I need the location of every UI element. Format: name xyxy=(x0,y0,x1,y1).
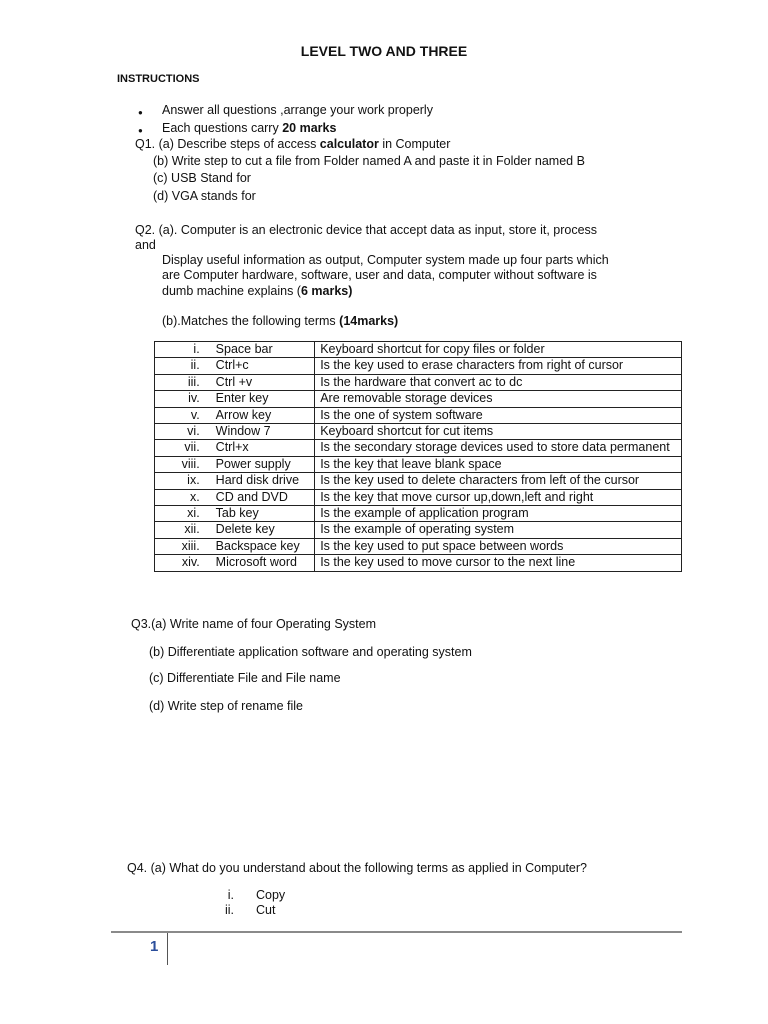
row-description: Keyboard shortcut for copy files or folder xyxy=(315,342,682,358)
row-number: viii. xyxy=(155,456,212,472)
q1-a-suffix: in Computer xyxy=(378,137,451,151)
row-term: Window 7 xyxy=(212,424,315,440)
q4-item-term: Cut xyxy=(256,903,276,917)
row-term: Backspace key xyxy=(212,538,315,554)
row-term: Tab key xyxy=(212,506,315,522)
instruction-bullet-2 xyxy=(162,121,336,136)
footer-page-separator xyxy=(167,933,168,965)
row-number: vii. xyxy=(155,440,212,456)
instruction-bullet-1 xyxy=(162,103,433,118)
table-row xyxy=(155,522,682,538)
q4-item-num: ii. xyxy=(224,903,234,917)
table-row xyxy=(155,424,682,440)
q2-b-marks: (14marks) xyxy=(339,314,399,328)
row-number: iii. xyxy=(155,374,212,390)
row-term: Microsoft word xyxy=(212,555,315,571)
row-description: Is the key used to delete characters from left of the cursor xyxy=(315,473,682,489)
q2-a-line5 xyxy=(162,284,352,299)
row-number: i. xyxy=(155,342,212,358)
row-term: Ctrl+c xyxy=(212,358,315,374)
instruction-text: Each questions carry xyxy=(162,121,283,135)
row-description: Is the key that move cursor up,down,left and right xyxy=(315,489,682,505)
row-term: Ctrl+x xyxy=(212,440,315,456)
row-description: Is the key used to put space between words xyxy=(315,538,682,554)
q2-a-marks: 6 marks) xyxy=(300,284,353,298)
q1-d: (d) VGA stands for xyxy=(153,189,256,203)
row-description: Is the key used to move cursor to the next line xyxy=(315,555,682,571)
q4-item-term: Copy xyxy=(256,888,286,902)
table-row xyxy=(155,555,682,571)
row-description: Is the key that leave blank space xyxy=(315,456,682,472)
marks-emphasis: 20 marks xyxy=(282,121,337,135)
table-row xyxy=(155,456,682,472)
row-number: xiv. xyxy=(155,555,212,571)
q2-a-line3: Display useful information as output, Computer system made up four parts which xyxy=(162,253,609,267)
row-number: ii. xyxy=(155,358,212,374)
table-row xyxy=(155,489,682,505)
row-description: Is the example of operating system xyxy=(315,522,682,538)
q2-a-line4: are Computer hardware, software, user and data, computer without software is xyxy=(162,268,597,282)
row-description: Is the one of system software xyxy=(315,407,682,423)
table-row xyxy=(155,538,682,554)
row-term: Enter key xyxy=(212,391,315,407)
q3-c: (c) Differentiate File and File name xyxy=(149,671,341,685)
q4-item-num: i. xyxy=(227,888,234,902)
page-title: LEVEL TWO AND THREE xyxy=(300,43,468,59)
q1-a-text: Q1. (a) Describe steps of access xyxy=(135,137,320,151)
row-number: xii. xyxy=(155,522,212,538)
row-description: Is the key used to erase characters from right of cursor xyxy=(315,358,682,374)
matching-table xyxy=(154,341,682,572)
table-row xyxy=(155,506,682,522)
table-row xyxy=(155,391,682,407)
row-description: Are removable storage devices xyxy=(315,391,682,407)
row-number: ix. xyxy=(155,473,212,489)
row-term: Power supply xyxy=(212,456,315,472)
table-row xyxy=(155,440,682,456)
instruction-text: Answer all questions ,arrange your work properly xyxy=(162,103,433,117)
instructions-heading: INSTRUCTIONS xyxy=(117,73,200,85)
q2-a-line2: and xyxy=(135,238,156,252)
row-term: Ctrl +v xyxy=(212,374,315,390)
row-description: Is the hardware that convert ac to dc xyxy=(315,374,682,390)
q2-b-text: (b).Matches the following terms xyxy=(162,314,340,328)
row-number: v. xyxy=(155,407,212,423)
q3-a: Q3.(a) Write name of four Operating System xyxy=(131,617,377,631)
row-number: vi. xyxy=(155,424,212,440)
footer-divider xyxy=(111,931,682,933)
row-description: Is the secondary storage devices used to store data permanent xyxy=(315,440,682,456)
q1-a-bold: calculator xyxy=(319,137,379,151)
row-term: Delete key xyxy=(212,522,315,538)
row-description: Is the example of application program xyxy=(315,506,682,522)
row-number: x. xyxy=(155,489,212,505)
table-row xyxy=(155,374,682,390)
page-number: 1 xyxy=(150,938,159,955)
table-row xyxy=(155,473,682,489)
q2-a-line5-text: dumb machine explains ( xyxy=(162,284,301,298)
row-term: Space bar xyxy=(212,342,315,358)
row-description: Keyboard shortcut for cut items xyxy=(315,424,682,440)
row-number: xiii. xyxy=(155,538,212,554)
row-number: iv. xyxy=(155,391,212,407)
table-row xyxy=(155,407,682,423)
q1-a xyxy=(135,137,450,152)
q2-a-line1: Q2. (a). Computer is an electronic device that accept data as input, store it, process xyxy=(135,223,598,237)
q3-b: (b) Differentiate application software and operating system xyxy=(149,645,472,659)
table-row xyxy=(155,342,682,358)
q1-b: (b) Write step to cut a file from Folder named A and paste it in Folder named B xyxy=(153,154,585,168)
row-term: Hard disk drive xyxy=(212,473,315,489)
row-term: Arrow key xyxy=(212,407,315,423)
q1-c: (c) USB Stand for xyxy=(153,171,251,185)
row-number: xi. xyxy=(155,506,212,522)
table-row xyxy=(155,358,682,374)
q3-d: (d) Write step of rename file xyxy=(149,699,303,713)
q2-b-heading xyxy=(162,314,398,329)
q4-a: Q4. (a) What do you understand about the following terms as applied in Computer? xyxy=(127,861,587,875)
row-term: CD and DVD xyxy=(212,489,315,505)
